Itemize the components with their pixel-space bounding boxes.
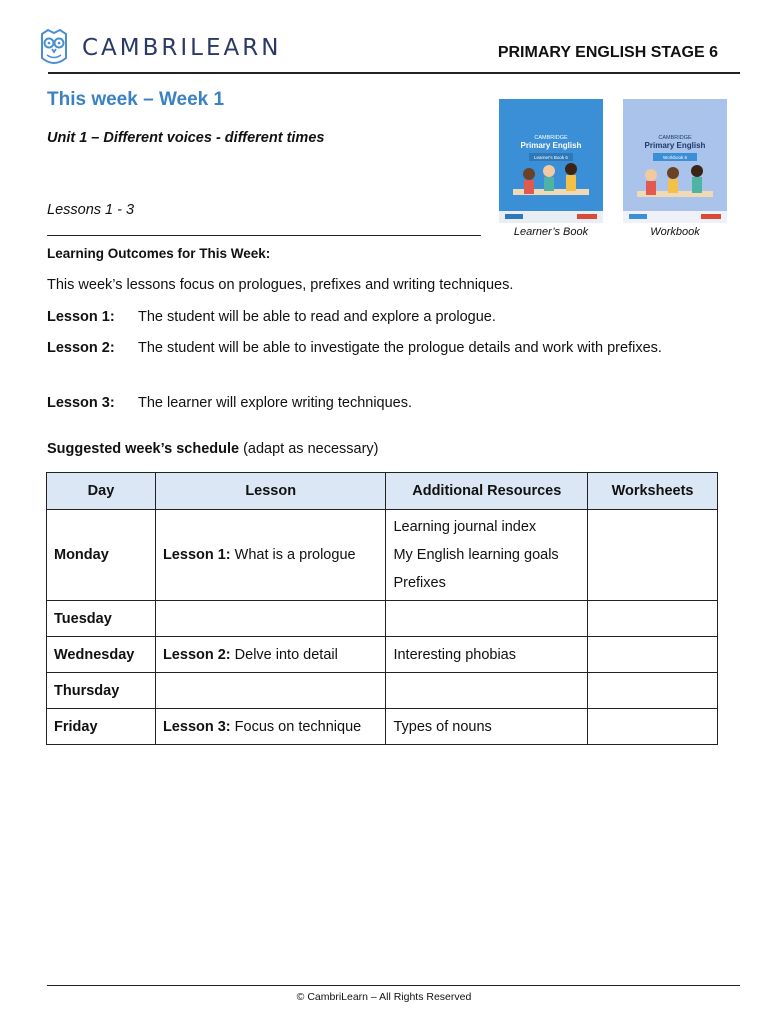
day-cell: Thursday [47, 673, 156, 709]
stage-title: PRIMARY ENGLISH STAGE 6 [497, 44, 718, 61]
outcome-label: Lesson 3: [47, 395, 115, 411]
table-header-row [47, 473, 718, 510]
worksheets-cell [588, 709, 718, 745]
day-cell: Friday [47, 709, 156, 745]
day-cell: Wednesday [47, 637, 156, 673]
unit-title: Unit 1 – Different voices - different times [47, 130, 325, 146]
lesson-cell [155, 601, 386, 637]
worksheets-cell [588, 637, 718, 673]
day-cell: Tuesday [47, 601, 156, 637]
outcomes-heading: Learning Outcomes for This Week: [47, 246, 271, 261]
lesson-cell [155, 510, 386, 601]
outcome-text: The learner will explore writing techniques. [138, 395, 413, 411]
resources-cell [386, 510, 588, 601]
lesson-label: Lesson 3: [162, 718, 231, 735]
lesson-label: Lesson 2: [162, 646, 231, 663]
column-header-worksheets: Worksheets [588, 473, 718, 510]
learners-book-brand: CAMBRIDGE [534, 135, 568, 141]
resource-item: My English learning goals [393, 547, 559, 563]
schedule-heading [47, 441, 379, 457]
lesson-title: Delve into detail [230, 646, 338, 663]
lessons-divider [47, 235, 481, 236]
table-row [47, 637, 718, 673]
week-title: This week – Week 1 [47, 89, 225, 110]
resources-cell: Interesting phobias [386, 637, 588, 673]
resources-cell [386, 673, 588, 709]
worksheets-cell [588, 673, 718, 709]
brand-name: CAMBRILEARN [82, 35, 282, 61]
learners-book-cover [499, 99, 603, 223]
cambrilearn-logo [38, 28, 281, 68]
lesson-cell [155, 637, 386, 673]
workbook-cover [623, 99, 727, 223]
schedule-table [46, 472, 718, 745]
schedule-heading-bold: Suggested week’s schedule [47, 441, 240, 457]
learners-book-subtitle: Learner's Book 6 [534, 155, 568, 160]
footer-divider [47, 985, 740, 986]
owl-logo-icon [38, 28, 70, 68]
learners-book-title: Primary English [520, 141, 582, 150]
table-row [47, 601, 718, 637]
worksheets-cell [588, 601, 718, 637]
resources-cell [386, 601, 588, 637]
table-row [47, 510, 718, 601]
outcomes-intro: This week’s lessons focus on prologues, prefixes and writing techniques. [47, 277, 514, 293]
workbook-title: Primary English [644, 141, 706, 150]
table-row [47, 709, 718, 745]
day-cell: Monday [47, 510, 156, 601]
table-row [47, 673, 718, 709]
schedule-heading-note: (adapt as necessary) [239, 441, 379, 457]
outcome-label: Lesson 1: [47, 309, 115, 325]
resource-item: Prefixes [393, 575, 446, 591]
column-header-lesson: Lesson [155, 473, 386, 510]
lessons-range: Lessons 1 - 3 [47, 202, 135, 218]
lesson-cell [155, 709, 386, 745]
outcome-text: The student will be able to read and explore a prologue. [138, 309, 496, 325]
lesson-title: What is a prologue [230, 547, 356, 563]
copyright-footer: © CambriLearn – All Rights Reserved [296, 991, 472, 1003]
workbook-label: Workbook [650, 226, 700, 238]
header-divider [48, 72, 740, 74]
column-header-resources: Additional Resources [386, 473, 588, 510]
lesson-cell [155, 673, 386, 709]
resource-item: Learning journal index [393, 519, 537, 535]
outcome-label: Lesson 2: [47, 340, 115, 356]
lesson-label: Lesson 1: [162, 547, 231, 563]
learners-book-label: Learner’s Book [513, 226, 589, 238]
worksheets-cell [588, 510, 718, 601]
workbook-subtitle: Workbook 6 [663, 155, 687, 160]
lesson-title: Focus on technique [230, 718, 362, 735]
column-header-day: Day [47, 473, 156, 510]
outcome-text: The student will be able to investigate the prologue details and work with prefixes. [138, 340, 662, 356]
resources-cell: Types of nouns [386, 709, 588, 745]
workbook-brand: CAMBRIDGE [658, 135, 692, 141]
